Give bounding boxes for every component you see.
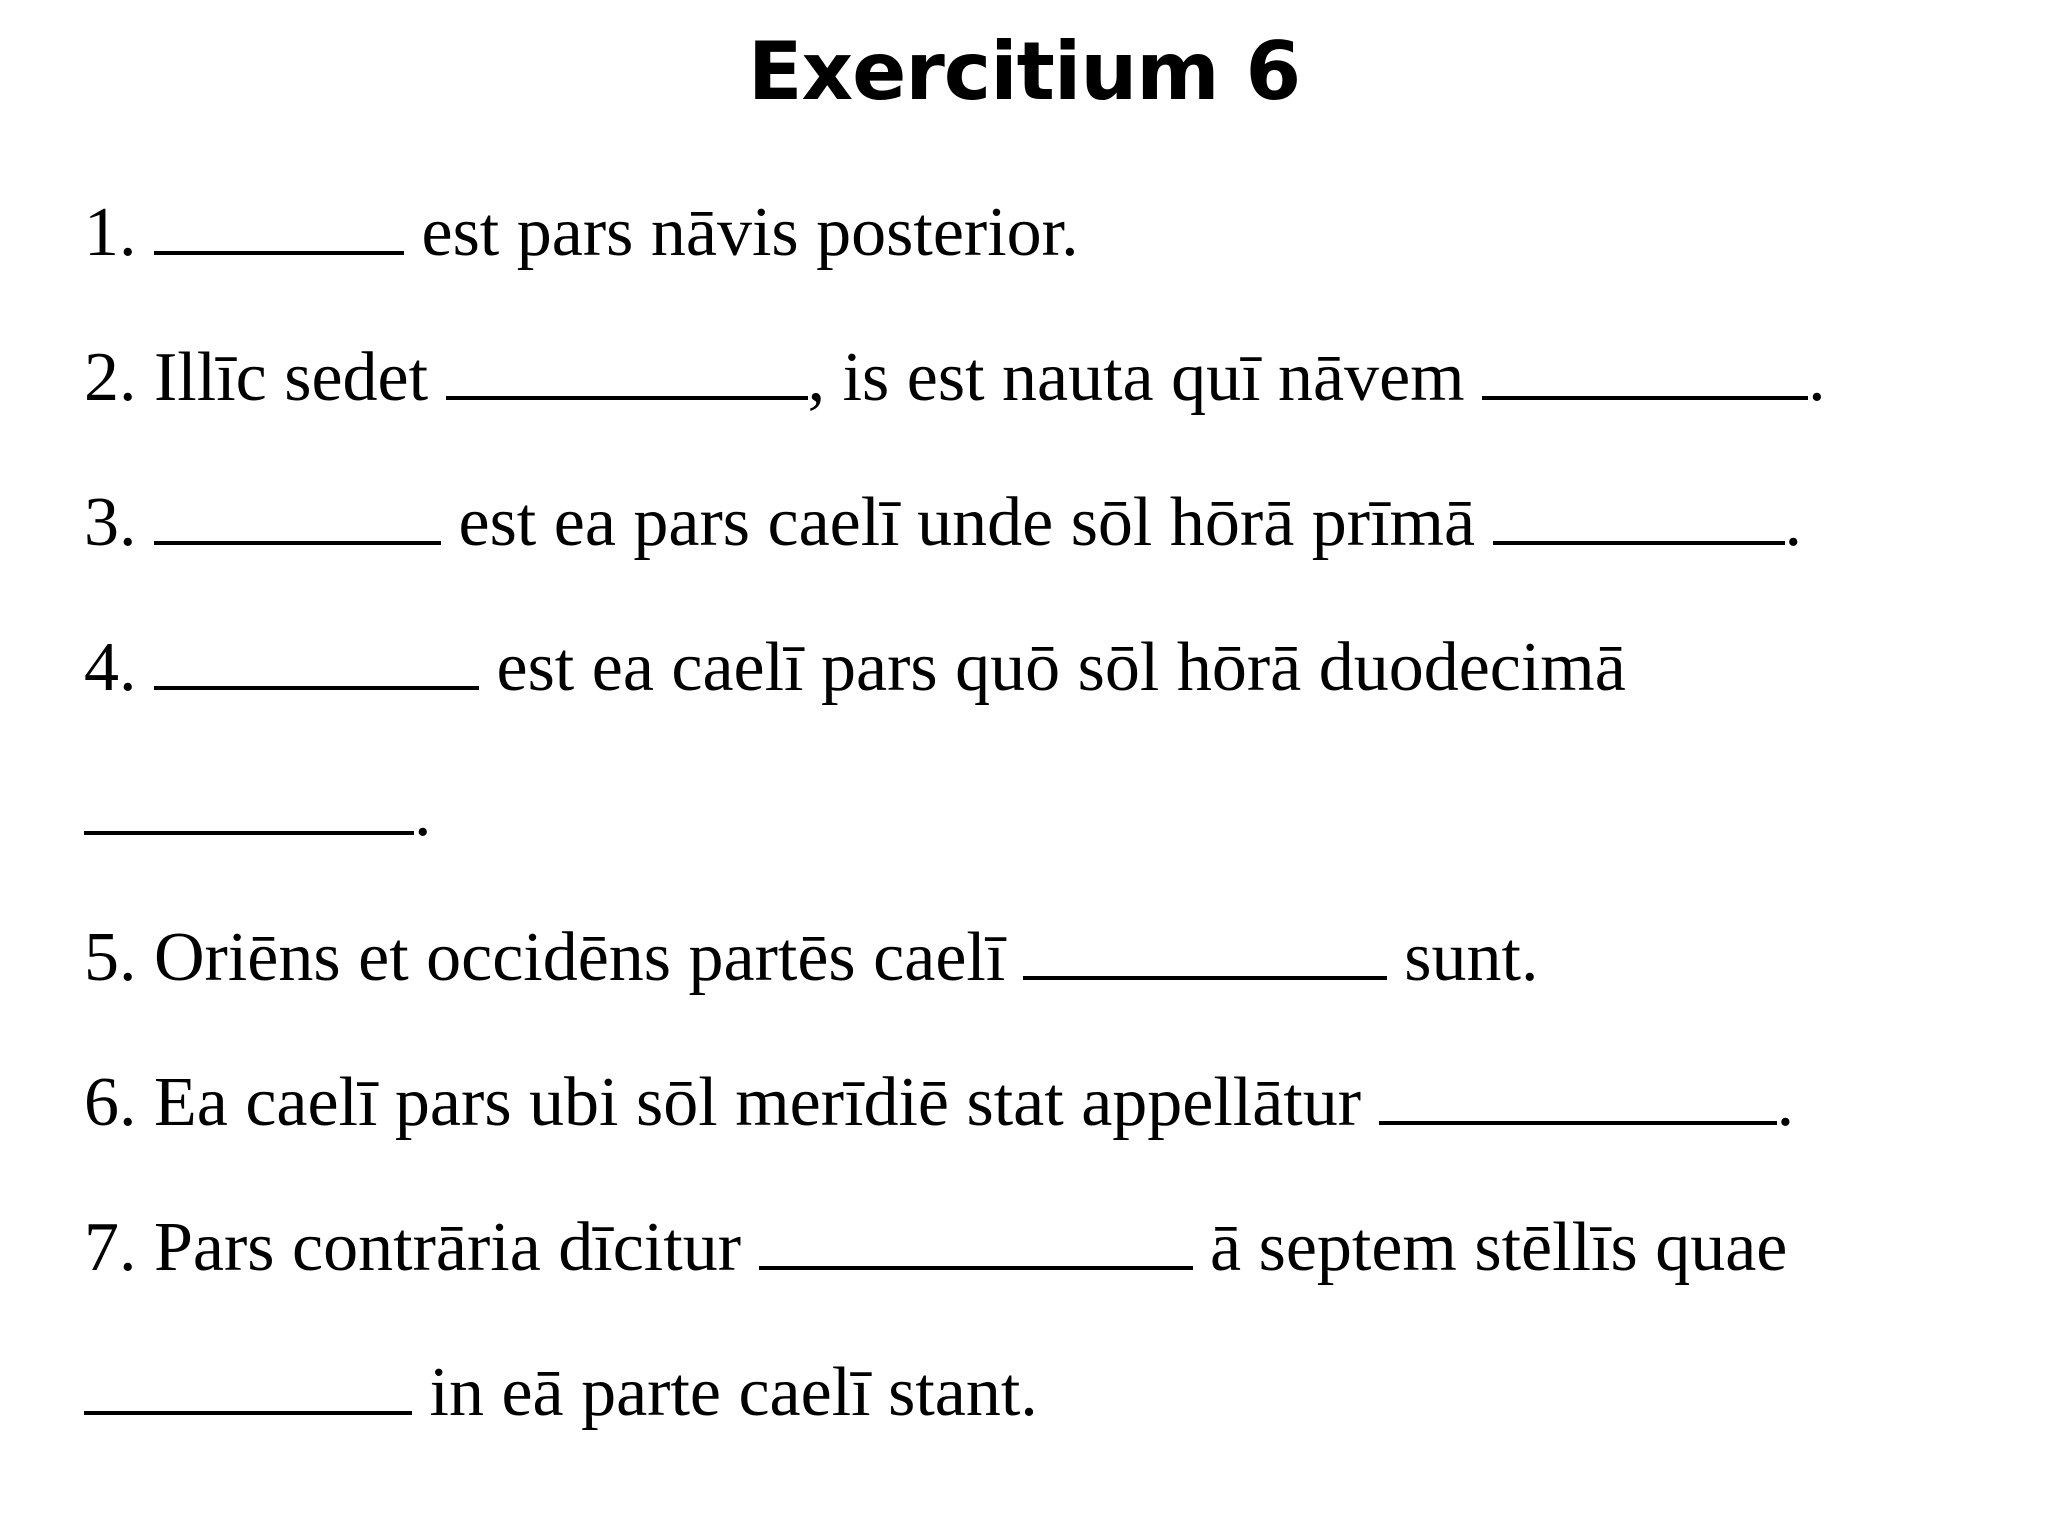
exercise-item-4-continuation: [84, 768, 432, 858]
answer-blank[interactable]: [1379, 1067, 1777, 1125]
item-text: 7. Pars contrāria dīcitur: [84, 1209, 742, 1286]
item-text: , is est nauta quī nāvem: [807, 339, 1465, 416]
item-text: ā septem stēllīs quae: [1210, 1209, 1788, 1286]
item-text: 5. Oriēns et occidēns partēs caelī: [84, 919, 1006, 996]
item-text: est ea pars caelī unde sōl hōrā prīmā: [458, 484, 1476, 561]
exercise-item-4: [84, 623, 1626, 713]
exercise-item-2: [84, 333, 1826, 423]
item-text: 6. Ea caelī pars ubi sōl merīdiē stat appellātur: [84, 1064, 1362, 1141]
answer-blank[interactable]: [1482, 342, 1808, 400]
exercise-item-6: [84, 1058, 1794, 1148]
exercise-item-7-continuation: [84, 1348, 1038, 1438]
exercise-item-3: [84, 478, 1802, 568]
item-text: 1.: [84, 194, 137, 271]
answer-blank[interactable]: [84, 1357, 412, 1415]
exercise-item-1: [84, 188, 1079, 278]
page-title: Exercitium 6: [747, 25, 1301, 118]
answer-blank[interactable]: [759, 1212, 1193, 1270]
answer-blank[interactable]: [154, 632, 479, 690]
item-text: est ea caelī pars quō sōl hōrā duodecimā: [496, 629, 1626, 706]
answer-blank[interactable]: [154, 197, 404, 255]
answer-blank[interactable]: [1493, 487, 1785, 545]
answer-blank[interactable]: [1023, 922, 1387, 980]
item-text: 2. Illīc sedet: [84, 339, 429, 416]
item-text: 4.: [84, 629, 137, 706]
item-text: sunt.: [1404, 919, 1539, 996]
item-text: .: [414, 774, 432, 851]
item-text: .: [1776, 1064, 1795, 1141]
answer-blank[interactable]: [154, 487, 441, 545]
answer-blank[interactable]: [84, 777, 414, 835]
item-text: .: [1808, 339, 1826, 416]
item-text: est pars nāvis posterior.: [421, 194, 1079, 271]
item-text: 3.: [84, 484, 137, 561]
answer-blank[interactable]: [446, 342, 808, 400]
exercise-item-7: [84, 1203, 1787, 1293]
exercise-item-5: [84, 913, 1538, 1003]
item-text: .: [1784, 484, 1803, 561]
item-text: in eā parte caelī stant.: [429, 1354, 1038, 1431]
